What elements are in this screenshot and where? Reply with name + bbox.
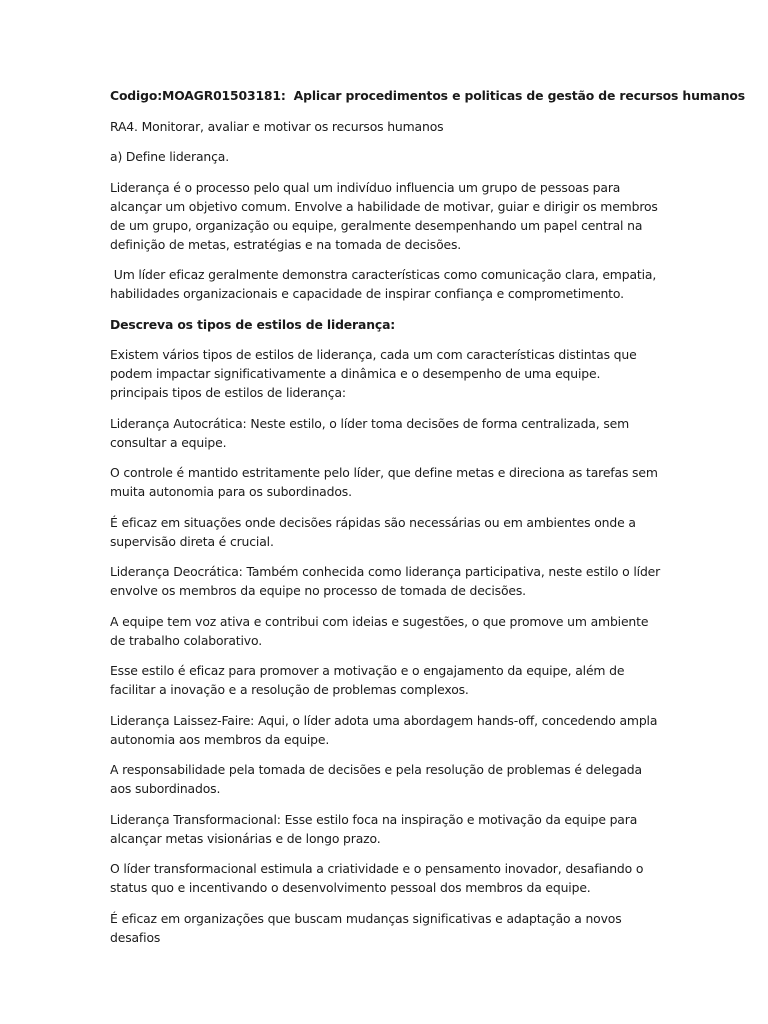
question-define-leadership: a) Define liderança. [110,149,230,164]
paragraph-transformational: Liderança Transformacional: Esse estilo foca na inspiração e motivação da equipe para alcançar metas visionárias e de longo prazo. [110,811,638,846]
document-header [110,86,746,105]
paragraph-transformational-leader: O líder transformacional estimula a criatividade e o pensamento inovador, desafiando o status quo e incentivando o desenvolvimento pessoal dos membros da equipe. [110,861,644,895]
paragraph-democratic-effective: Esse estilo é eficaz para promover a motivação e o engajamento da equipe, além de facilitar a inovação e a resolução de problemas complexos. [110,663,625,697]
paragraph-leader-traits: Um líder eficaz geralmente demonstra características como comunicação clara, empatia, habilidades organizacionais e capacidade de inspirar confiança e comprometimento. [110,267,660,301]
paragraph-leadership-definition: Liderança é o processo pelo qual um indivíduo influencia um grupo de pessoas para alcançar um objetivo comum. Envolve a habilidade de motivar, guiar e dirigir os membros de um grupo, organização ou equipe, geralmente desempenhando um papel central na definição de metas, estratégias e na tomada de decisões. [110,179,658,252]
course-code: Codigo:MOAGR01503181: [110,88,286,103]
document-body [110,86,746,958]
course-title: Aplicar procedimentos e politicas de gestão de recursos humanos [293,88,746,103]
paragraph-autocratic-control: O controle é mantido estritamente pelo líder, que define metas e direciona as tarefas sem muita autonomia para os subordinados. [110,465,658,499]
paragraph-democratic: Liderança Deocrática: Também conhecida como liderança participativa, neste estilo o líder envolve os membros da equipe no processo de tomada de decisões. [110,564,661,598]
paragraph-laissez-faire: Liderança Laissez-Faire: Aqui, o líder adota uma abordagem hands-off, concedendo ampla autonomia aos membros da equipe. [110,712,658,747]
paragraph-transformational-effective: É eficaz em organizações que buscam mudanças significativas e adaptação a novos desafios [110,910,622,945]
paragraph-democratic-voice: A equipe tem voz ativa e contribui com ideias e sugestões, o que promove um ambiente de trabalho colaborativo. [110,613,649,648]
paragraph-styles-intro: Existem vários tipos de estilos de liderança, cada um com características distintas que podem impactar significativamente a dinâmica e o desempenho de uma equipe. principais tipos de estilos de liderança: [110,347,637,400]
learning-outcome: RA4. Monitorar, avaliar e motivar os recursos humanos [110,118,444,134]
paragraph-autocratic: Liderança Autocrática: Neste estilo, o líder toma decisões de forma centralizada, sem consultar a equipe. [110,415,630,450]
question-leadership-styles: Descreva os tipos de estilos de liderança: [110,316,396,332]
paragraph-autocratic-effective: É eficaz em situações onde decisões rápidas são necessárias ou em ambientes onde a supervisão direta é crucial. [110,514,636,549]
paragraph-laissez-faire-responsibility: A responsabilidade pela tomada de decisões e pela resolução de problemas é delegada aos subordinados. [110,762,642,796]
